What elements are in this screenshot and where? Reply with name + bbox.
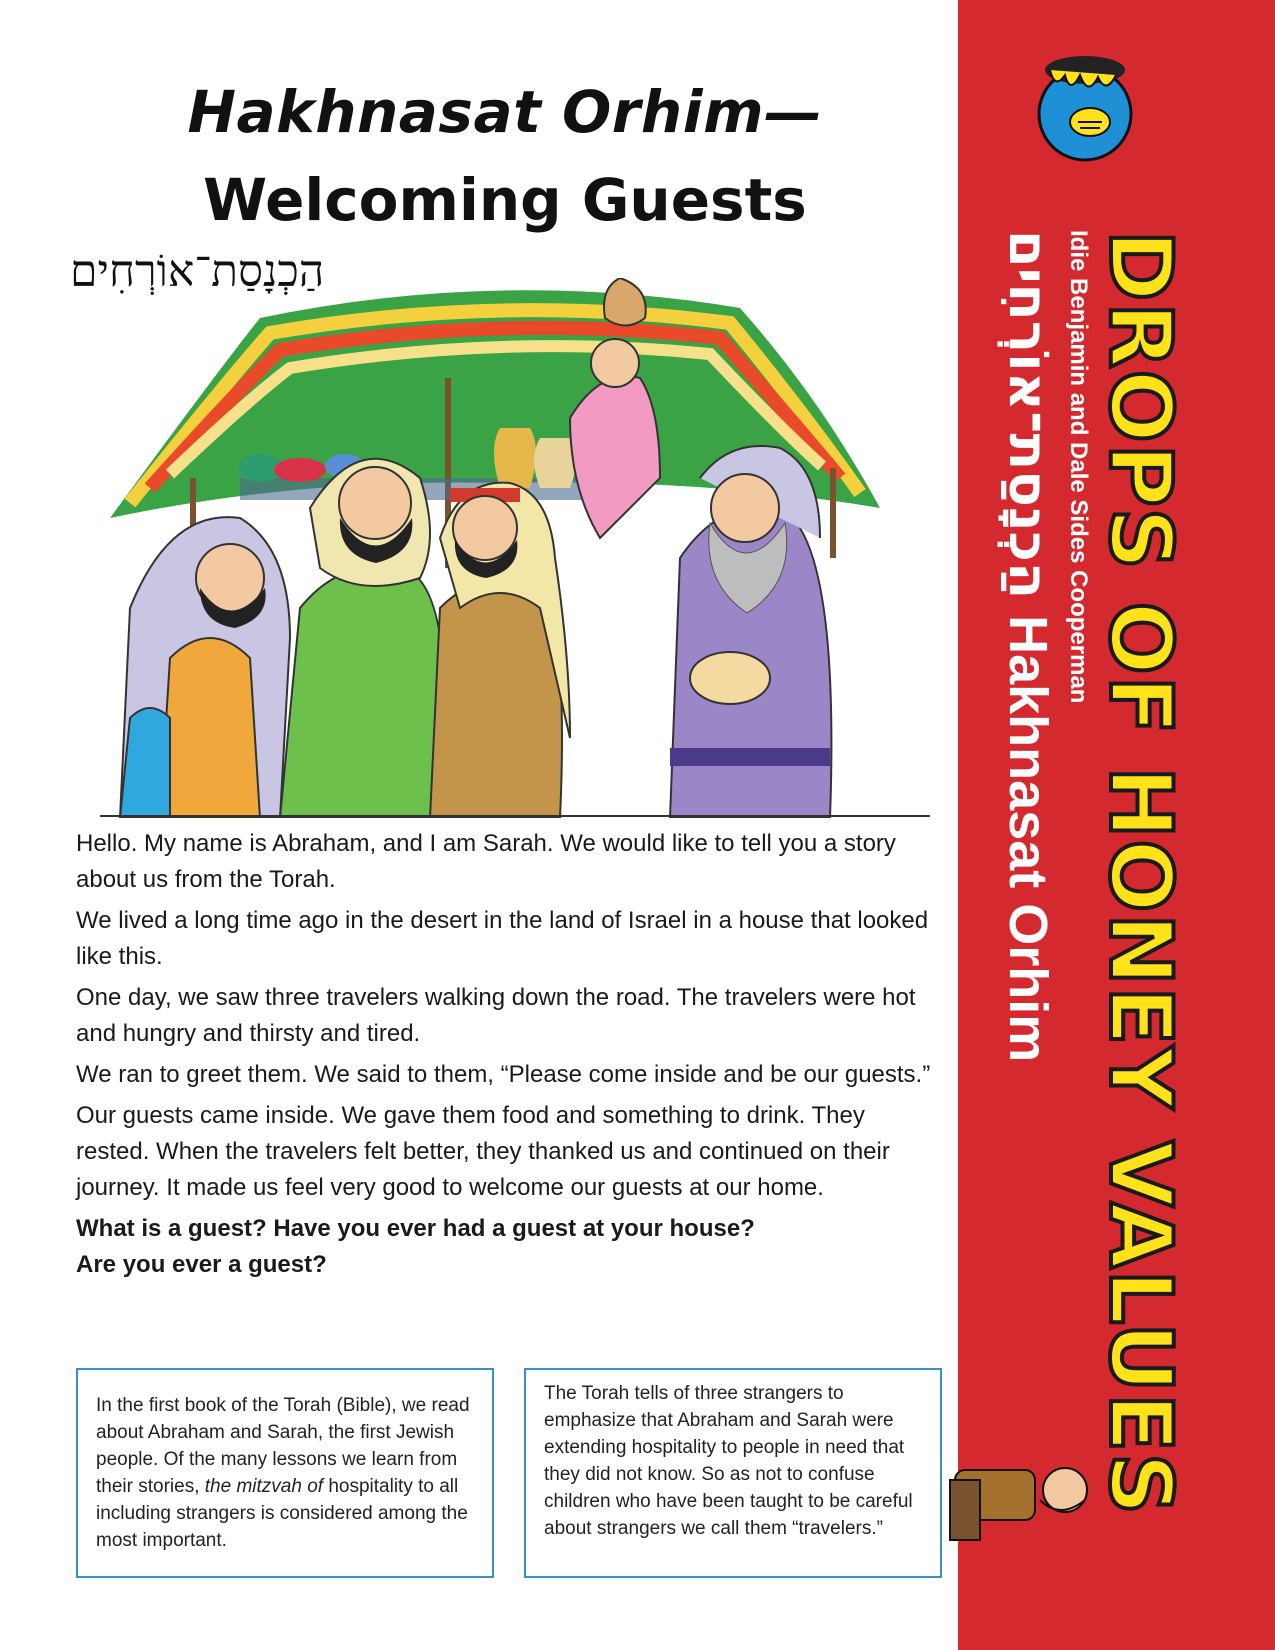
hebrew-title: הַכְנָסַת־אוֹרְחִים <box>70 246 325 297</box>
question-2: Are you ever a guest? <box>76 1251 327 1278</box>
teacher-note-left <box>76 1368 494 1578</box>
story-paragraph-5: Our guests came inside. We gave them food and something to drink. They rested. When the travelers felt better, they thanked us and continued on their journey. It made us feel very good to welcome our guests at our home. <box>76 1102 890 1201</box>
page-title-line-2: Welcoming Guests <box>203 166 807 234</box>
sidebar-topic-hebrew: הַכְנָסַת־אוֹרְחִים <box>997 230 1060 600</box>
authors: Idie Benjamin and Dale Sides Cooperman <box>1065 230 1092 704</box>
story-text <box>76 826 936 1283</box>
question-1: What is a guest? Have you ever had a guest at your house? <box>76 1215 755 1242</box>
character-figure-icon <box>945 1440 1095 1550</box>
note-left-text-a: In the first book of the Torah (Bible), we read about Abraham and Sarah, the first Jewish people. Of the many lessons we learn from their stories, <box>96 1395 470 1497</box>
story-paragraph-2: We lived a long time ago in the desert in the land of Israel in a house that looked like this. <box>76 907 929 970</box>
story-paragraph-1: Hello. My name is Abraham, and I am Sarah. We would like to tell you a story about us from the Torah. <box>76 830 896 893</box>
brand-title: DROPS OF HONEY VALUES <box>1090 230 1190 1516</box>
teacher-note-right: The Torah tells of three strangers to emphasize that Abraham and Sarah were extending hospitality to people in need that they did not know. So as not to confuse children who have been taught to be careful about strangers we call them “travelers.” <box>524 1368 942 1578</box>
story-paragraph-4: We ran to greet them. We said to them, “Please come inside and be our guests.” <box>76 1061 931 1088</box>
note-left-text-b: hospitality to all including strangers is considered among the most important. <box>96 1476 468 1551</box>
story-paragraph-3: One day, we saw three travelers walking down the road. The travelers were hot and hungry and thirsty and tired. <box>76 984 916 1047</box>
note-left-emphasis: the mitzvah of <box>204 1476 324 1497</box>
tent-illustration <box>100 278 930 818</box>
sidebar-topic <box>997 230 1060 1062</box>
page-title-line-1: Hakhnasat Orhim— <box>187 78 823 146</box>
sidebar-topic-english: Hakhnasat Orhim <box>998 615 1058 1063</box>
honey-pot-icon <box>1030 42 1140 162</box>
